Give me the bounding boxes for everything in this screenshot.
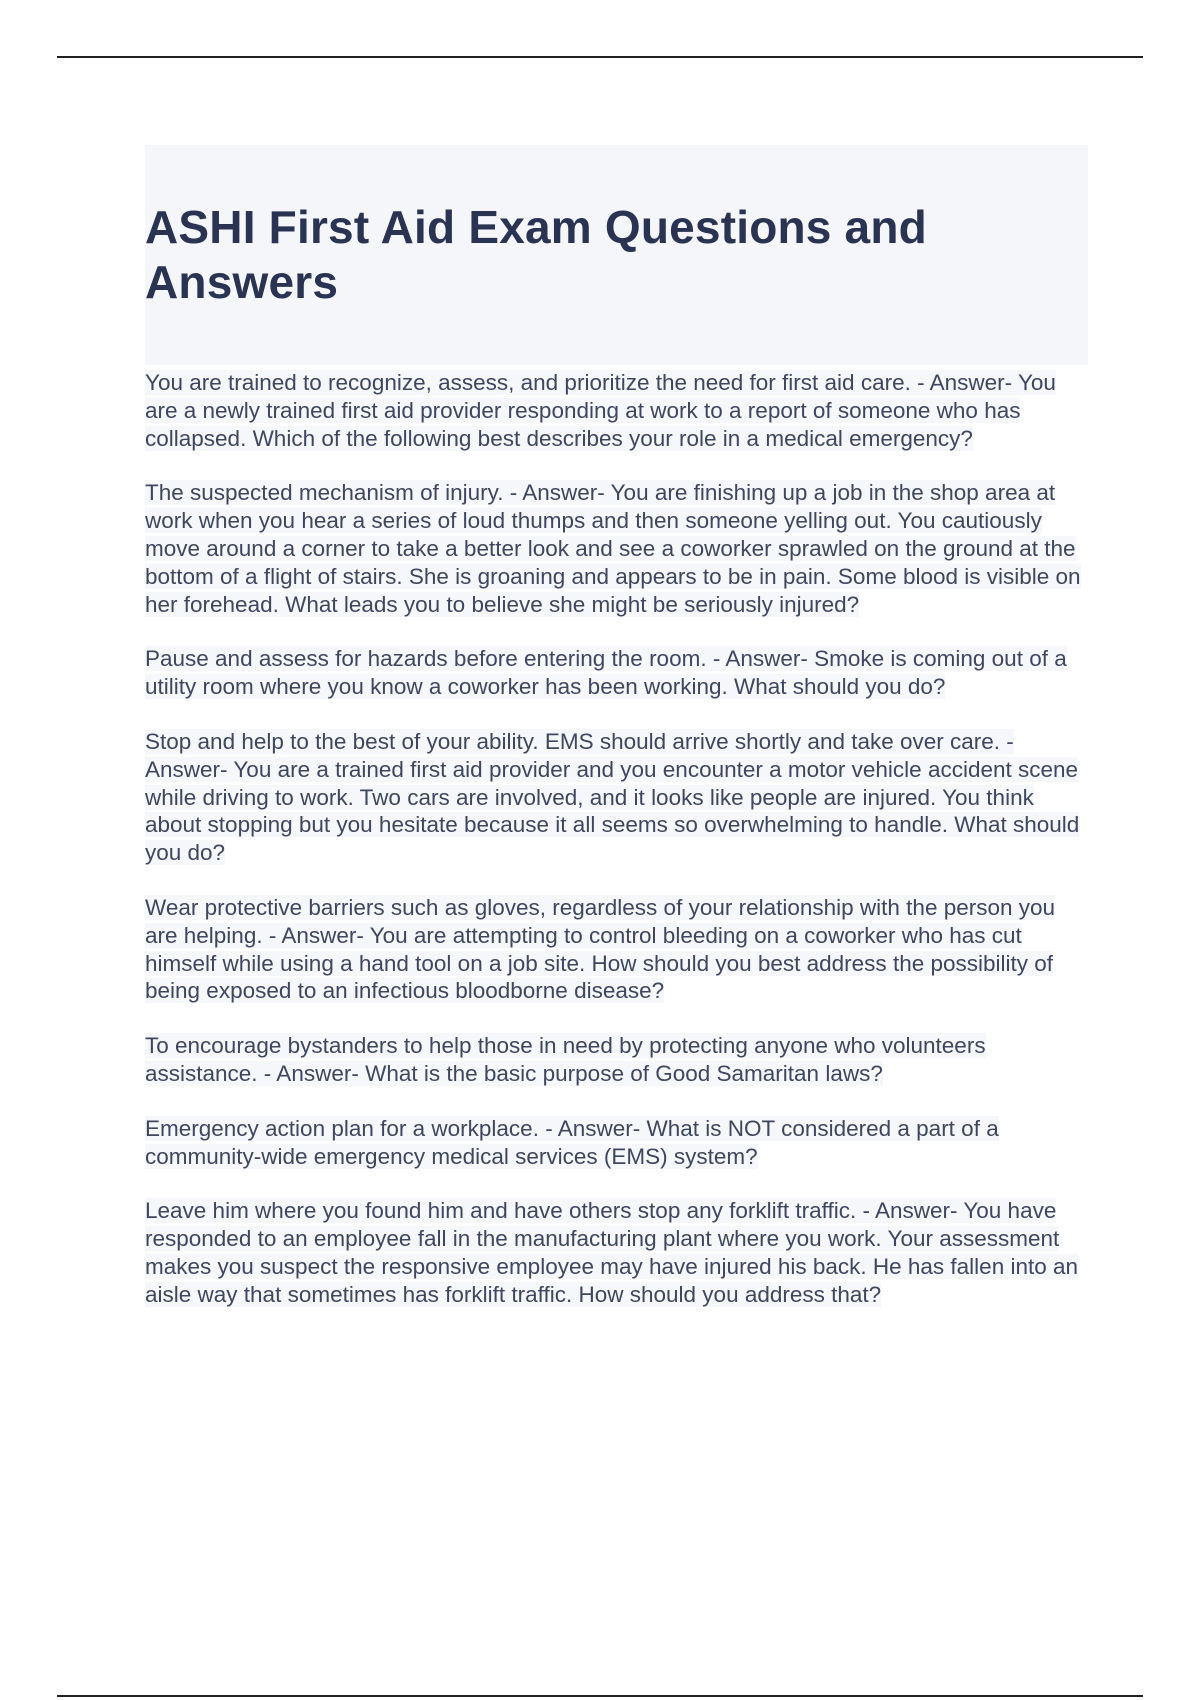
header-rule: [57, 56, 1143, 58]
qa-item: [145, 1032, 1088, 1088]
qa-item-text: To encourage bystanders to help those in need by protecting anyone who volunteers assistance. - Answer- What is the basic purpose of Good Samaritan laws?: [145, 1033, 986, 1086]
qa-item: [145, 369, 1088, 452]
qa-item: [145, 479, 1088, 618]
qa-item: [145, 1115, 1088, 1171]
qa-list: [145, 369, 1088, 1309]
qa-item: [145, 728, 1088, 867]
qa-item: [145, 645, 1088, 701]
qa-item-text: Wear protective barriers such as gloves, regardless of your relationship with the person you are helping. - Answer- You are attempting to control bleeding on a coworker who has cut himself while using a hand tool on a job site. How should you best address the possibility of being exposed to an infectious bloodborne disease?: [145, 894, 1056, 1004]
qa-item-text: Pause and assess for hazards before entering the room. - Answer- Smoke is coming out of a utility room where you know a coworker has been working. What should you do?: [145, 646, 1067, 700]
qa-item-text: Emergency action plan for a workplace. - Answer- What is NOT considered a part of a community-wide emergency medical services (EMS) system?: [145, 1115, 999, 1169]
qa-item: [145, 1197, 1088, 1308]
document-title: ASHI First Aid Exam Questions and Answers: [145, 201, 927, 308]
qa-item-text: You are trained to recognize, assess, and prioritize the need for first aid care. - Answer- You are a newly trained first aid provider responding at work to a report of someone who has collapsed. Which of the following best describes your role in a medical emergency?: [145, 370, 1056, 451]
title-block: [145, 145, 1088, 365]
document-body: [145, 145, 1088, 1336]
qa-item-text: The suspected mechanism of injury. - Answer- You are finishing up a job in the shop area at work when you hear a series of loud thumps and then someone yelling out. You cautiously move around a corner to take a better look and see a coworker sprawled on the ground at the bottom of a flight of stairs. She is groaning and appears to be in pain. Some blood is visible on her forehead. What leads you to believe she might be seriously injured?: [145, 480, 1081, 617]
qa-item-text: Stop and help to the best of your ability. EMS should arrive shortly and take over care. - Answer- You are a trained first aid provider and you encounter a motor vehicle accident scene while driving to work. Two cars are involved, and it looks like people are injured. You think about stopping but you hesitate because it all seems so overwhelming to handle. What should you do?: [145, 728, 1080, 866]
qa-item: [145, 894, 1088, 1005]
qa-item-text: Leave him where you found him and have others stop any forklift traffic. - Answer- You have responded to an employee fall in the manufacturing plant where you work. Your assessment makes you suspect the responsive employee may have injured his back. He has fallen into an aisle way that sometimes has forklift traffic. How should you address that?: [145, 1198, 1079, 1307]
footer-rule: [57, 1695, 1143, 1697]
